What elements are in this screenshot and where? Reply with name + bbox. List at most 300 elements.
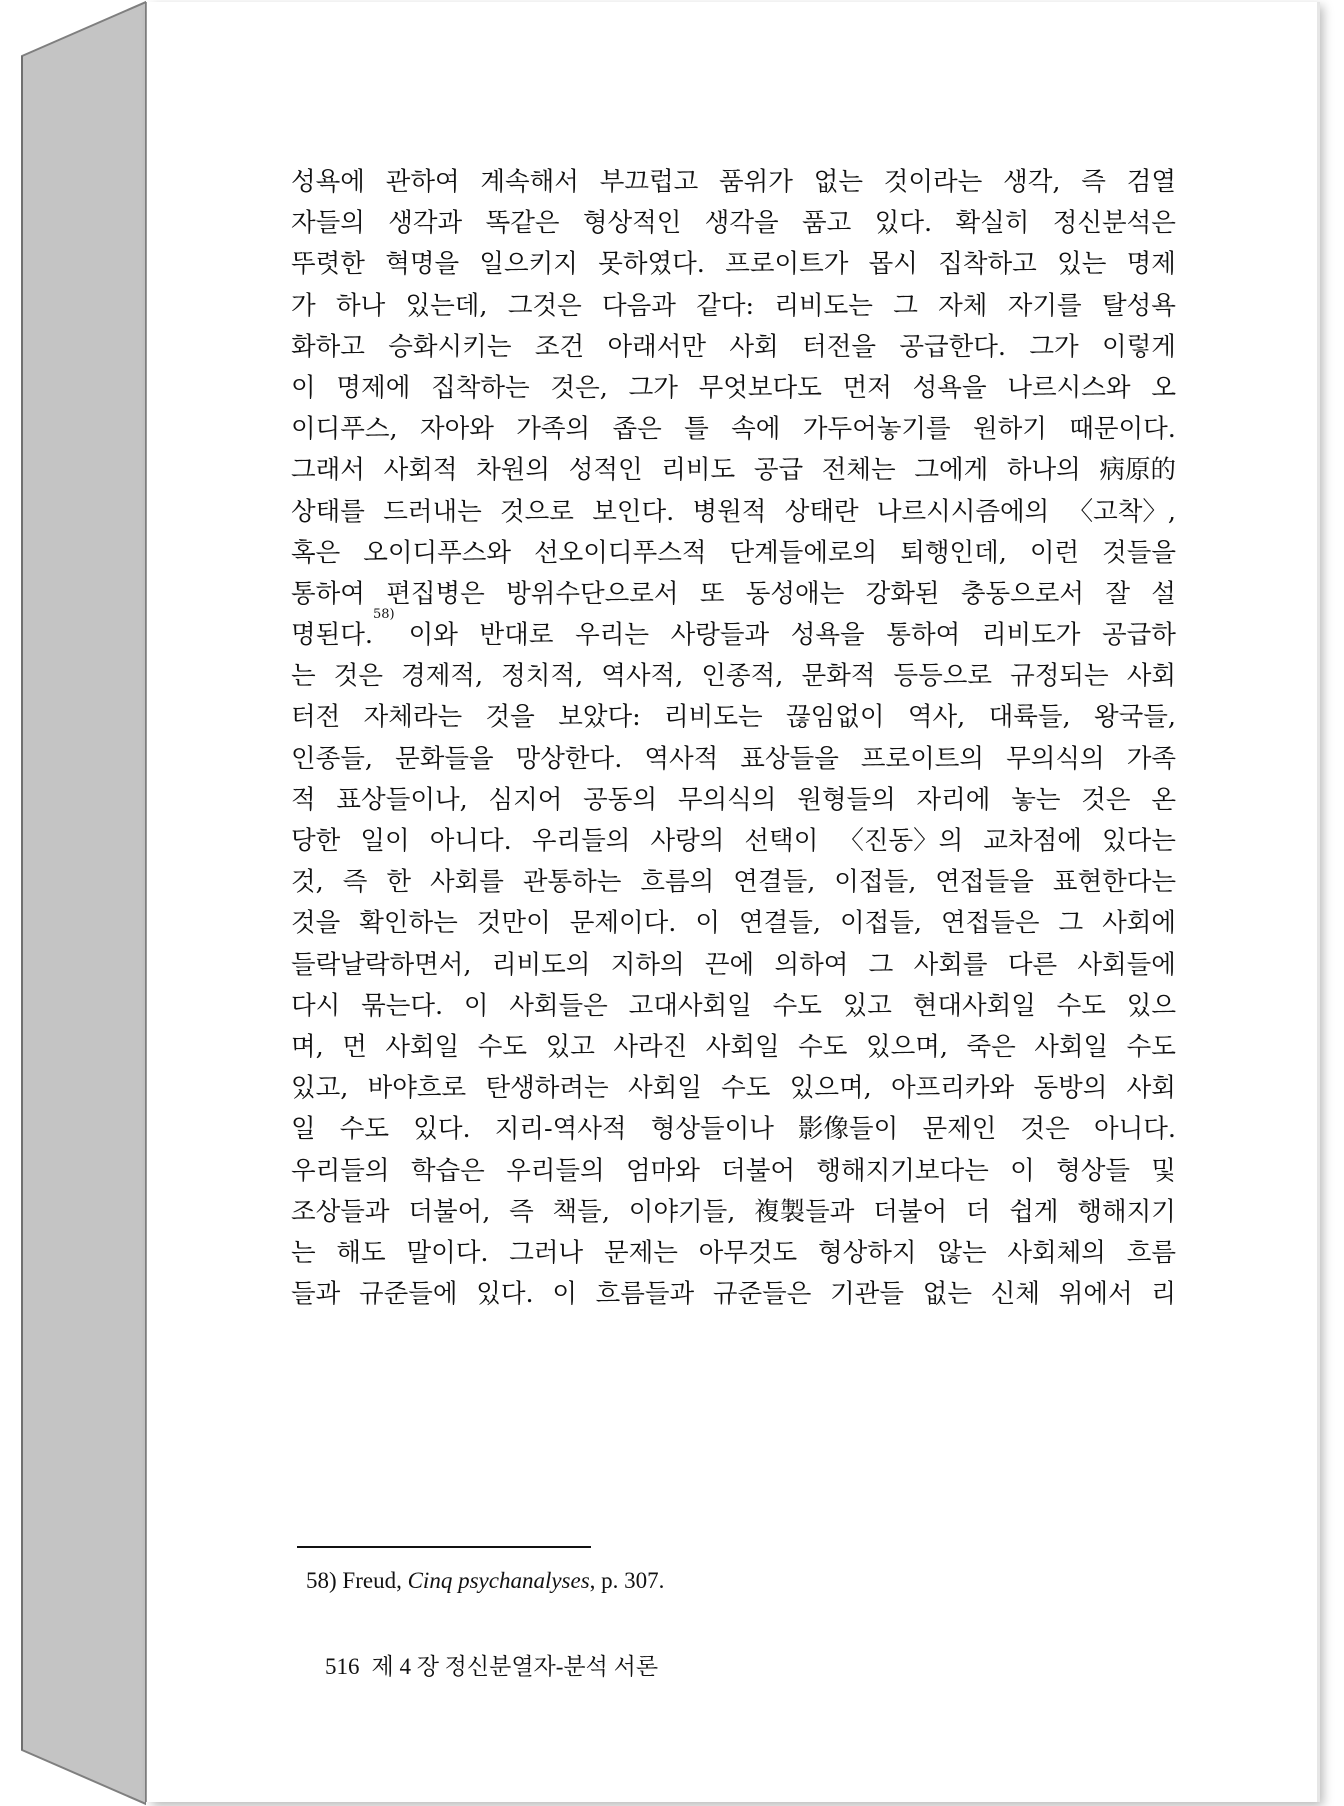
word: 무엇보다도 — [698, 372, 822, 403]
word: 정치적, — [501, 661, 584, 692]
word: 수도 — [721, 1073, 771, 1104]
word: 우리들의 — [291, 1155, 390, 1186]
word: 교차점에 — [983, 826, 1082, 856]
word: 또 — [699, 578, 725, 609]
word: 그 — [868, 949, 894, 980]
footnote-number: 58) — [306, 1568, 337, 1593]
word: 것들을 — [1102, 537, 1176, 568]
word: 이와 — [408, 620, 458, 651]
word: 뚜렷한 — [291, 249, 365, 280]
word: 이 — [463, 990, 489, 1021]
text-line — [291, 821, 1176, 862]
word: 즉 — [342, 867, 368, 898]
word: 가족의 — [516, 414, 591, 445]
word: 무의식의 — [677, 784, 777, 815]
word: 프로이트가 — [725, 249, 849, 280]
word: 망상한다. — [515, 743, 623, 774]
word: 문화적 — [801, 661, 876, 692]
word: 끈에 — [704, 949, 755, 980]
word: 지리-역사적 — [494, 1114, 627, 1145]
word: 리비도 — [661, 455, 736, 486]
word: 〈진동〉의 — [838, 826, 964, 856]
text-line — [291, 450, 1176, 491]
text-line — [291, 656, 1176, 697]
word: 것은 — [1081, 784, 1131, 815]
word: 자리에 — [916, 784, 991, 815]
word: 퇴행인데, — [900, 537, 1007, 568]
word: 사회에 — [1102, 908, 1176, 939]
word: 현대사회일 — [912, 990, 1036, 1021]
word: 규준들은 — [712, 1279, 812, 1310]
word: 수도 — [339, 1114, 390, 1145]
text-segment — [409, 615, 1176, 656]
word: 해도 — [336, 1237, 386, 1268]
footnote-reference[interactable]: 58) — [373, 607, 395, 623]
word: 상태란 — [784, 496, 859, 527]
text-line — [291, 574, 1176, 615]
word: 확인하는 — [359, 908, 458, 939]
word: 무의식의 — [1006, 743, 1105, 774]
word: 있는데, — [405, 290, 488, 321]
word: 통하여 — [291, 578, 365, 609]
word: 문화들을 — [395, 743, 494, 774]
text-line — [291, 903, 1176, 944]
word: 잘 — [1105, 578, 1130, 609]
word: 하나의 — [1006, 455, 1081, 486]
word: 없는 — [813, 167, 863, 197]
word: 및 — [1151, 1155, 1176, 1186]
word: 놓는 — [1011, 784, 1061, 815]
word: 자기를 — [1007, 290, 1082, 321]
text-line — [291, 327, 1176, 368]
word: 리 — [1151, 1279, 1176, 1310]
word: 것을 — [485, 702, 535, 733]
book-spine — [0, 0, 146, 1806]
word: 책들, — [552, 1196, 610, 1227]
word: 형상적인 — [582, 208, 682, 239]
word: 정신분석은 — [1052, 208, 1176, 239]
word: 이접들, — [839, 908, 922, 939]
book-spine-shape — [0, 0, 146, 1806]
word: 품고 — [802, 208, 852, 239]
word: 사회를 — [913, 949, 988, 980]
word: 몹시 — [868, 249, 918, 280]
word: 통하여 — [886, 620, 961, 651]
text-line — [291, 492, 1176, 533]
word: 리비도는 — [774, 290, 873, 321]
text-line-with-footnote — [291, 607, 1176, 656]
word: 있으 — [1126, 990, 1176, 1021]
word: 사회들에 — [1077, 949, 1176, 980]
word: 있고 — [545, 1031, 595, 1062]
word: 자체라는 — [363, 702, 463, 733]
word: 그 — [1058, 908, 1084, 939]
text-line — [291, 1233, 1176, 1274]
word: 이접들, — [834, 867, 917, 898]
word: 즉 — [1081, 167, 1106, 197]
word: 아니다. — [1093, 1114, 1176, 1145]
word: 원형들의 — [797, 784, 896, 815]
text-line — [291, 203, 1176, 244]
word: 우리들의 — [531, 826, 631, 856]
word: 성욕을 — [912, 372, 987, 403]
text-line — [291, 986, 1176, 1027]
word: 위에서 — [1058, 1279, 1133, 1310]
word: 기관들 — [830, 1279, 905, 1310]
word: 이 — [291, 372, 316, 403]
word: 연결들, — [738, 908, 821, 939]
word: 반대로 — [479, 620, 554, 651]
word: 흐름 — [1126, 1237, 1176, 1268]
word: 오이디푸스와 — [363, 537, 512, 568]
word: 것을 — [291, 908, 341, 939]
word: 계속해서 — [480, 167, 579, 197]
word: 틀 — [684, 414, 709, 445]
running-footer-chapter: 제 4 장 정신분열자-분석 서론 — [371, 1654, 659, 1679]
word: 성욕을 — [790, 620, 865, 651]
word: 아프리카와 — [890, 1073, 1015, 1104]
word: 문제인 — [922, 1114, 997, 1145]
footnote-pages: , p. 307. — [589, 1568, 665, 1593]
word: 문제이다. — [569, 908, 677, 939]
text-line — [291, 533, 1176, 574]
word: 공급 — [753, 455, 804, 486]
word: 경제적, — [401, 661, 484, 692]
word: 가 — [291, 290, 316, 321]
word: 더불어, — [408, 1196, 491, 1227]
word: 것은 — [333, 661, 383, 692]
word: 생각, — [1003, 167, 1061, 197]
word: 複製들과 — [754, 1196, 855, 1227]
word: 탈성욕 — [1101, 290, 1176, 321]
word: 이 — [552, 1279, 577, 1310]
word: 혹은 — [291, 537, 341, 568]
word: 수도 — [1126, 1031, 1176, 1062]
word: 있고, — [291, 1073, 349, 1104]
word: 사회적 — [383, 455, 458, 486]
word: 행해지기 — [1077, 1196, 1176, 1227]
word: 강화된 — [865, 578, 940, 609]
word: 보인다. — [592, 496, 675, 527]
word: 들락날락하면서, — [291, 949, 472, 980]
word: 충동으로서 — [960, 578, 1085, 609]
text-segment: 명된다. — [291, 620, 374, 651]
word: 리비도는 — [664, 702, 763, 733]
word: 선오이디푸스적 — [534, 537, 707, 568]
word: 등등으로 — [893, 661, 992, 692]
word: 더불어 — [873, 1196, 948, 1227]
word: 조건 — [534, 331, 585, 362]
word: 인종적, — [701, 661, 784, 692]
book-page — [146, 2, 1317, 1802]
word: 수도 — [1056, 990, 1106, 1021]
word: 성적인 — [568, 455, 643, 486]
word: 생각을 — [704, 208, 779, 239]
word: 혁명을 — [385, 249, 460, 280]
word: 것, — [291, 867, 324, 898]
word: 관하여 — [385, 167, 460, 197]
word: 다음과 — [602, 290, 676, 321]
word: 형상들이나 — [650, 1114, 774, 1145]
word: 집착하고 — [938, 249, 1037, 280]
word: 있으며, — [865, 1031, 948, 1062]
word: 것은 — [1020, 1114, 1070, 1145]
text-line — [291, 1027, 1176, 1068]
word: 품위가 — [719, 167, 793, 197]
word: 행해지기보다는 — [816, 1155, 989, 1186]
word: 집착하는 — [431, 372, 530, 403]
word: 동성애는 — [745, 578, 845, 609]
word: 아니다. — [429, 826, 512, 856]
word: 부끄럽고 — [599, 167, 699, 197]
word: 설 — [1151, 578, 1176, 609]
word: 검열 — [1126, 167, 1176, 197]
word: 이야기들, — [628, 1196, 736, 1227]
word: 고대사회일 — [628, 990, 752, 1021]
word: 며, — [291, 1031, 324, 1062]
word: 그가 — [1029, 331, 1079, 362]
word: 더 — [965, 1196, 991, 1227]
word: 속에 — [731, 414, 781, 445]
word: 수도 — [477, 1031, 528, 1062]
word: 규준들에 — [358, 1279, 458, 1310]
word: 리비도의 — [491, 949, 591, 980]
text-line — [291, 368, 1176, 409]
text-line — [291, 1068, 1176, 1109]
word: 사회일 — [705, 1031, 780, 1062]
page-number: 516 — [325, 1654, 360, 1679]
word: 표현한다는 — [1052, 867, 1176, 898]
footnote-author: Freud, — [342, 1568, 402, 1593]
word: 〈고착〉, — [1067, 496, 1176, 527]
word: 못하였다. — [598, 249, 705, 280]
word: 대륙들, — [988, 702, 1071, 733]
text-line — [291, 862, 1176, 903]
word: 당한 — [291, 826, 341, 856]
word: 리비도가 — [981, 620, 1081, 651]
word: 그에게 — [914, 455, 989, 486]
word: 편집병은 — [386, 578, 485, 609]
word: 아무것도 — [698, 1237, 798, 1268]
word: 의하여 — [774, 949, 849, 980]
word: 하나 — [335, 290, 386, 321]
text-line — [291, 1315, 1176, 1356]
word: 들과 — [291, 1279, 341, 1310]
word: 가두어놓기를 — [802, 414, 951, 445]
word: 있으며, — [789, 1073, 872, 1104]
word: 동방의 — [1033, 1073, 1108, 1104]
text-line — [291, 739, 1176, 780]
word: 좁은 — [612, 414, 662, 445]
word: 형상하지 — [817, 1237, 917, 1268]
word: 연접들을 — [935, 867, 1034, 898]
text-line — [291, 1109, 1176, 1150]
word: 심지어 — [488, 784, 563, 815]
text-line — [291, 286, 1176, 327]
word: 자아와 — [420, 414, 494, 445]
word: 이 — [1010, 1155, 1035, 1186]
word: 단계들에로의 — [729, 537, 878, 568]
word: 나르시시즘에의 — [876, 496, 1050, 527]
word: 먼저 — [842, 372, 892, 403]
word: 있는 — [1057, 249, 1107, 280]
word: 우리들의 — [506, 1155, 605, 1186]
word: 형상들 — [1056, 1155, 1130, 1186]
word: 흐름들과 — [595, 1279, 695, 1310]
word: 연접들은 — [940, 908, 1040, 939]
footnote — [306, 1568, 664, 1594]
word: 나르시스와 — [1007, 372, 1131, 403]
text-line — [291, 409, 1176, 450]
word: 것만이 — [476, 908, 551, 939]
word: 그러나 — [509, 1237, 584, 1268]
text-line — [291, 697, 1176, 738]
word: 사랑의 — [650, 826, 725, 856]
word: 흐름의 — [640, 867, 715, 898]
word: 즉 — [509, 1196, 534, 1227]
word: 일이 — [360, 826, 410, 856]
word: 오 — [1151, 372, 1176, 403]
word: 우리는 — [575, 620, 649, 651]
word: 사회 — [729, 331, 779, 362]
word: 적 — [291, 784, 316, 815]
word: 病原的 — [1099, 455, 1176, 486]
word: 이디푸스, — [291, 414, 398, 445]
word: 인종들, — [291, 743, 374, 774]
word: 쉽게 — [1009, 1196, 1059, 1227]
word: 것으로 — [500, 496, 574, 527]
word: 명제 — [1126, 249, 1176, 280]
text-line — [291, 945, 1176, 986]
word: 규정되는 — [1010, 661, 1109, 692]
word: 그것은 — [507, 290, 582, 321]
word: 이 — [695, 908, 720, 939]
word: 똑같은 — [485, 208, 560, 239]
word: 표상들을 — [740, 743, 839, 774]
word: 탄생하려는 — [485, 1073, 609, 1104]
word: 끊임없이 — [785, 702, 885, 733]
text-line — [291, 162, 1176, 203]
word: 자체 — [938, 290, 988, 321]
word: 자들의 — [291, 208, 365, 239]
word: 사회일 — [1034, 1031, 1109, 1062]
word: 역사, — [907, 702, 966, 733]
word: 수도 — [798, 1031, 848, 1062]
footnote-divider — [297, 1546, 591, 1548]
word: 는 — [291, 661, 316, 692]
footnote-title: Cinq psychanalyses — [407, 1568, 590, 1593]
word: 왕국들, — [1093, 702, 1176, 733]
word: 터전을 — [802, 331, 876, 362]
word: 원하기 — [972, 414, 1047, 445]
word: 이렇게 — [1102, 331, 1176, 362]
word: 터전 — [291, 702, 341, 733]
word: 사랑들과 — [670, 620, 770, 651]
word: 표상들이나, — [336, 784, 468, 815]
word: 신체 — [990, 1279, 1041, 1310]
word: 아래서만 — [607, 331, 707, 362]
word: 승화시키는 — [388, 331, 512, 362]
word: 때문이다. — [1069, 414, 1176, 445]
word: 더불어 — [721, 1155, 796, 1186]
word: 사회체의 — [1007, 1237, 1106, 1268]
word: 없는 — [922, 1279, 973, 1310]
word: 수도 — [772, 990, 822, 1021]
word: 문제는 — [603, 1237, 678, 1268]
text-line — [291, 1192, 1176, 1233]
word: 있다. — [874, 208, 933, 239]
word: 지하의 — [610, 949, 685, 980]
word: 다른 — [1007, 949, 1058, 980]
word: 것이라는 — [883, 167, 983, 197]
word: 일으키지 — [479, 249, 578, 280]
word: 일 — [291, 1114, 316, 1145]
word: 방위수단으로서 — [506, 578, 679, 609]
word: 공동의 — [583, 784, 658, 815]
word: 그가 — [628, 372, 678, 403]
word: 바야흐로 — [367, 1073, 467, 1104]
word: 사회를 — [429, 867, 504, 898]
text-line — [291, 780, 1176, 821]
word: 한 — [386, 867, 411, 898]
word: 명제에 — [336, 372, 411, 403]
word: 드러내는 — [383, 496, 482, 527]
word: 사회 — [1126, 661, 1176, 692]
word: 가족 — [1126, 743, 1176, 774]
word: 역사적, — [601, 661, 684, 692]
word: 차원의 — [476, 455, 551, 486]
word: 연결들, — [733, 867, 816, 898]
word: 影像들이 — [798, 1114, 899, 1145]
word: 그 — [893, 290, 918, 321]
page-edge — [1317, 2, 1320, 1802]
word: 병원적 — [692, 496, 767, 527]
word: 전체는 — [821, 455, 896, 486]
word: 공급하 — [1102, 620, 1176, 651]
page-footer — [325, 1648, 658, 1681]
word: 사회 — [1126, 1073, 1176, 1104]
word: 묶는다. — [361, 990, 444, 1021]
word: 죽은 — [966, 1031, 1016, 1062]
word: 있다. — [476, 1279, 534, 1310]
text-line — [291, 244, 1176, 285]
word: 조상들과 — [291, 1196, 390, 1227]
text-line — [291, 1151, 1176, 1192]
word: 먼 — [342, 1031, 367, 1062]
body-text — [291, 162, 1176, 1356]
word: 생각과 — [388, 208, 463, 239]
word: 그래서 — [291, 455, 365, 486]
word: 역사적 — [644, 743, 719, 774]
word: 사라진 — [613, 1031, 688, 1062]
word: 있다. — [413, 1114, 471, 1145]
word: 상태를 — [291, 496, 365, 527]
word: 사회들은 — [509, 990, 608, 1021]
word: 확실히 — [955, 208, 1030, 239]
word: 사회일 — [627, 1073, 702, 1104]
word: 것은, — [550, 372, 608, 403]
word: 있다는 — [1102, 826, 1176, 856]
word: 성욕에 — [291, 167, 365, 197]
word: 관통하는 — [522, 867, 622, 898]
word: 다시 — [291, 990, 341, 1021]
word: 프로이트의 — [860, 743, 985, 774]
word: 보았다: — [558, 702, 641, 733]
word: 선택이 — [744, 826, 819, 856]
word: 학습은 — [410, 1155, 485, 1186]
word: 화하고 — [291, 331, 365, 362]
word: 온 — [1151, 784, 1176, 815]
